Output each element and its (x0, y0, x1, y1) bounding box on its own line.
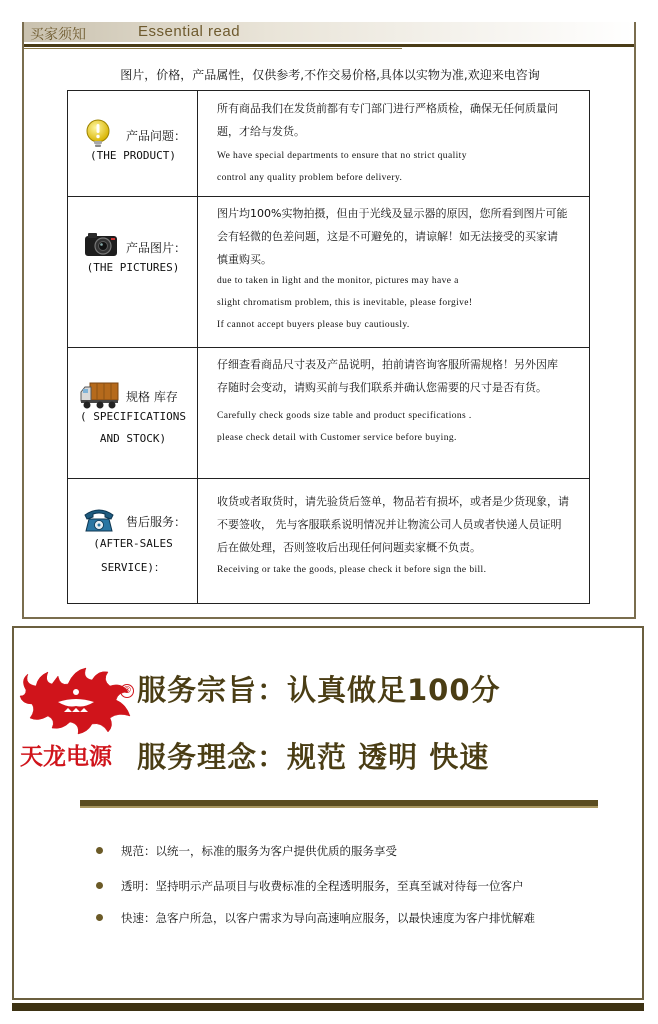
slogan-philosophy: 服务理念：规范 透明 快速 (137, 740, 490, 774)
section-divider-gold (80, 806, 598, 808)
row-text-en: Carefully check goods size table and product specifications . please check detail with Customer service before buying. (217, 411, 472, 443)
row-text-cn: 收货或者取货时，请先验货后签单，物品若有损坏，或者是少货现象，请 不要签收， 先与客服联系说明情况并让物流公司人员或者快递人员证明 后在做处理，否则签收后出现任何问题卖家概不负责。 (217, 495, 569, 554)
notice-table (67, 90, 590, 604)
row-label-en: (THE PICTURES) (86, 261, 180, 274)
row-content-cell (199, 197, 589, 347)
header-divider (22, 44, 636, 47)
bullet-icon (96, 914, 103, 921)
section-frame-bottom (12, 998, 644, 1000)
principle-item: 透明：坚持明示产品项目与收费标准的全程透明服务，至真至诚对待每一位客户 (121, 879, 524, 893)
row-text-cn: 图片均100%实物拍摄，但由于光线及显示器的原因，您所看到图片可能 会有轻微的色差问题，这是不可避免的，请谅解！如无法接受的买家请 慎重购买。 (217, 207, 568, 266)
header-bar (22, 22, 636, 44)
row-label-en: (THE PRODUCT) (89, 149, 177, 162)
principle-item: 规范：以统一，标准的服务为客户提供优质的服务享受 (121, 844, 397, 858)
row-content-cell (199, 348, 589, 478)
row-content-cell (199, 479, 589, 603)
row-content-cell (199, 91, 589, 196)
brand-name: 天龙电源 (20, 743, 112, 770)
section-frame-top (12, 626, 644, 628)
header-title-en: Essential read (138, 23, 241, 40)
section-frame-right (642, 628, 644, 1000)
dragon-logo-icon (18, 662, 136, 736)
row-label-cell (68, 348, 198, 478)
table-row-product (68, 91, 589, 197)
bullet-icon (96, 847, 103, 854)
camera-icon (84, 231, 118, 257)
row-text-cn: 所有商品我们在发货前都有专门部门进行严格质检，确保无任何质量问 题，才给与发货。 (217, 102, 558, 138)
row-label-cn: 售后服务： (126, 515, 187, 529)
section-frame-left (12, 628, 14, 1000)
row-label-en: SERVICE)： (101, 561, 165, 574)
row-text-en: We have special departments to ensure that no strict quality control any quality problem before delivery. (217, 151, 467, 183)
table-row-after-sales (68, 479, 589, 603)
warning-bulb-icon (86, 119, 110, 149)
row-text-cn: 仔细查看商品尺寸表及产品说明，拍前请咨询客服所需规格！另外因库 存随时会变动，请购买前与我们联系并确认您需要的尺寸是否有货。 (217, 358, 558, 394)
row-label-cell (68, 91, 198, 196)
row-label-en: AND STOCK) (99, 432, 167, 445)
row-label-cell (68, 479, 198, 603)
table-row-pictures (68, 197, 589, 348)
registered-mark: ® (122, 685, 132, 696)
header-gradient (22, 22, 636, 42)
header-divider-thin (22, 48, 402, 49)
row-text-en: due to taken in light and the monitor, pictures may have a slight chromatism problem, this is inevitable, please forgive! If cannot accept buyers please buy cautiously. (217, 276, 473, 330)
bullet-icon (96, 882, 103, 889)
row-text-en: Receiving or take the goods, please check it before sign the bill. (217, 565, 487, 575)
frame-bottom (22, 617, 636, 619)
section-frame-bottom-bar (12, 1003, 644, 1011)
row-label-en: (AFTER-SALES (93, 537, 173, 550)
telephone-icon (83, 507, 115, 533)
truck-icon (80, 380, 120, 410)
row-label-en: ( SPECIFICATIONS (80, 410, 186, 423)
table-row-specifications (68, 348, 589, 479)
slogan-purpose: 服务宗旨：认真做足100分 (137, 673, 501, 707)
principle-item: 快速：急客户所急，以客户需求为导向高速响应服务，以最快速度为客户排忧解难 (121, 911, 535, 925)
row-label-cn: 产品问题： (126, 129, 187, 143)
row-label-cn: 规格 库存 (126, 390, 178, 404)
frame-left (22, 22, 24, 619)
disclaimer-notice: 图片，价格，产品属性，仅供参考,不作交易价格,具体以实物为准,欢迎来电咨询 (120, 68, 540, 82)
row-label-cell (68, 197, 198, 347)
row-label-cn: 产品图片： (126, 241, 187, 255)
frame-right (634, 22, 636, 619)
header-title-cn: 买家须知 (30, 27, 86, 43)
